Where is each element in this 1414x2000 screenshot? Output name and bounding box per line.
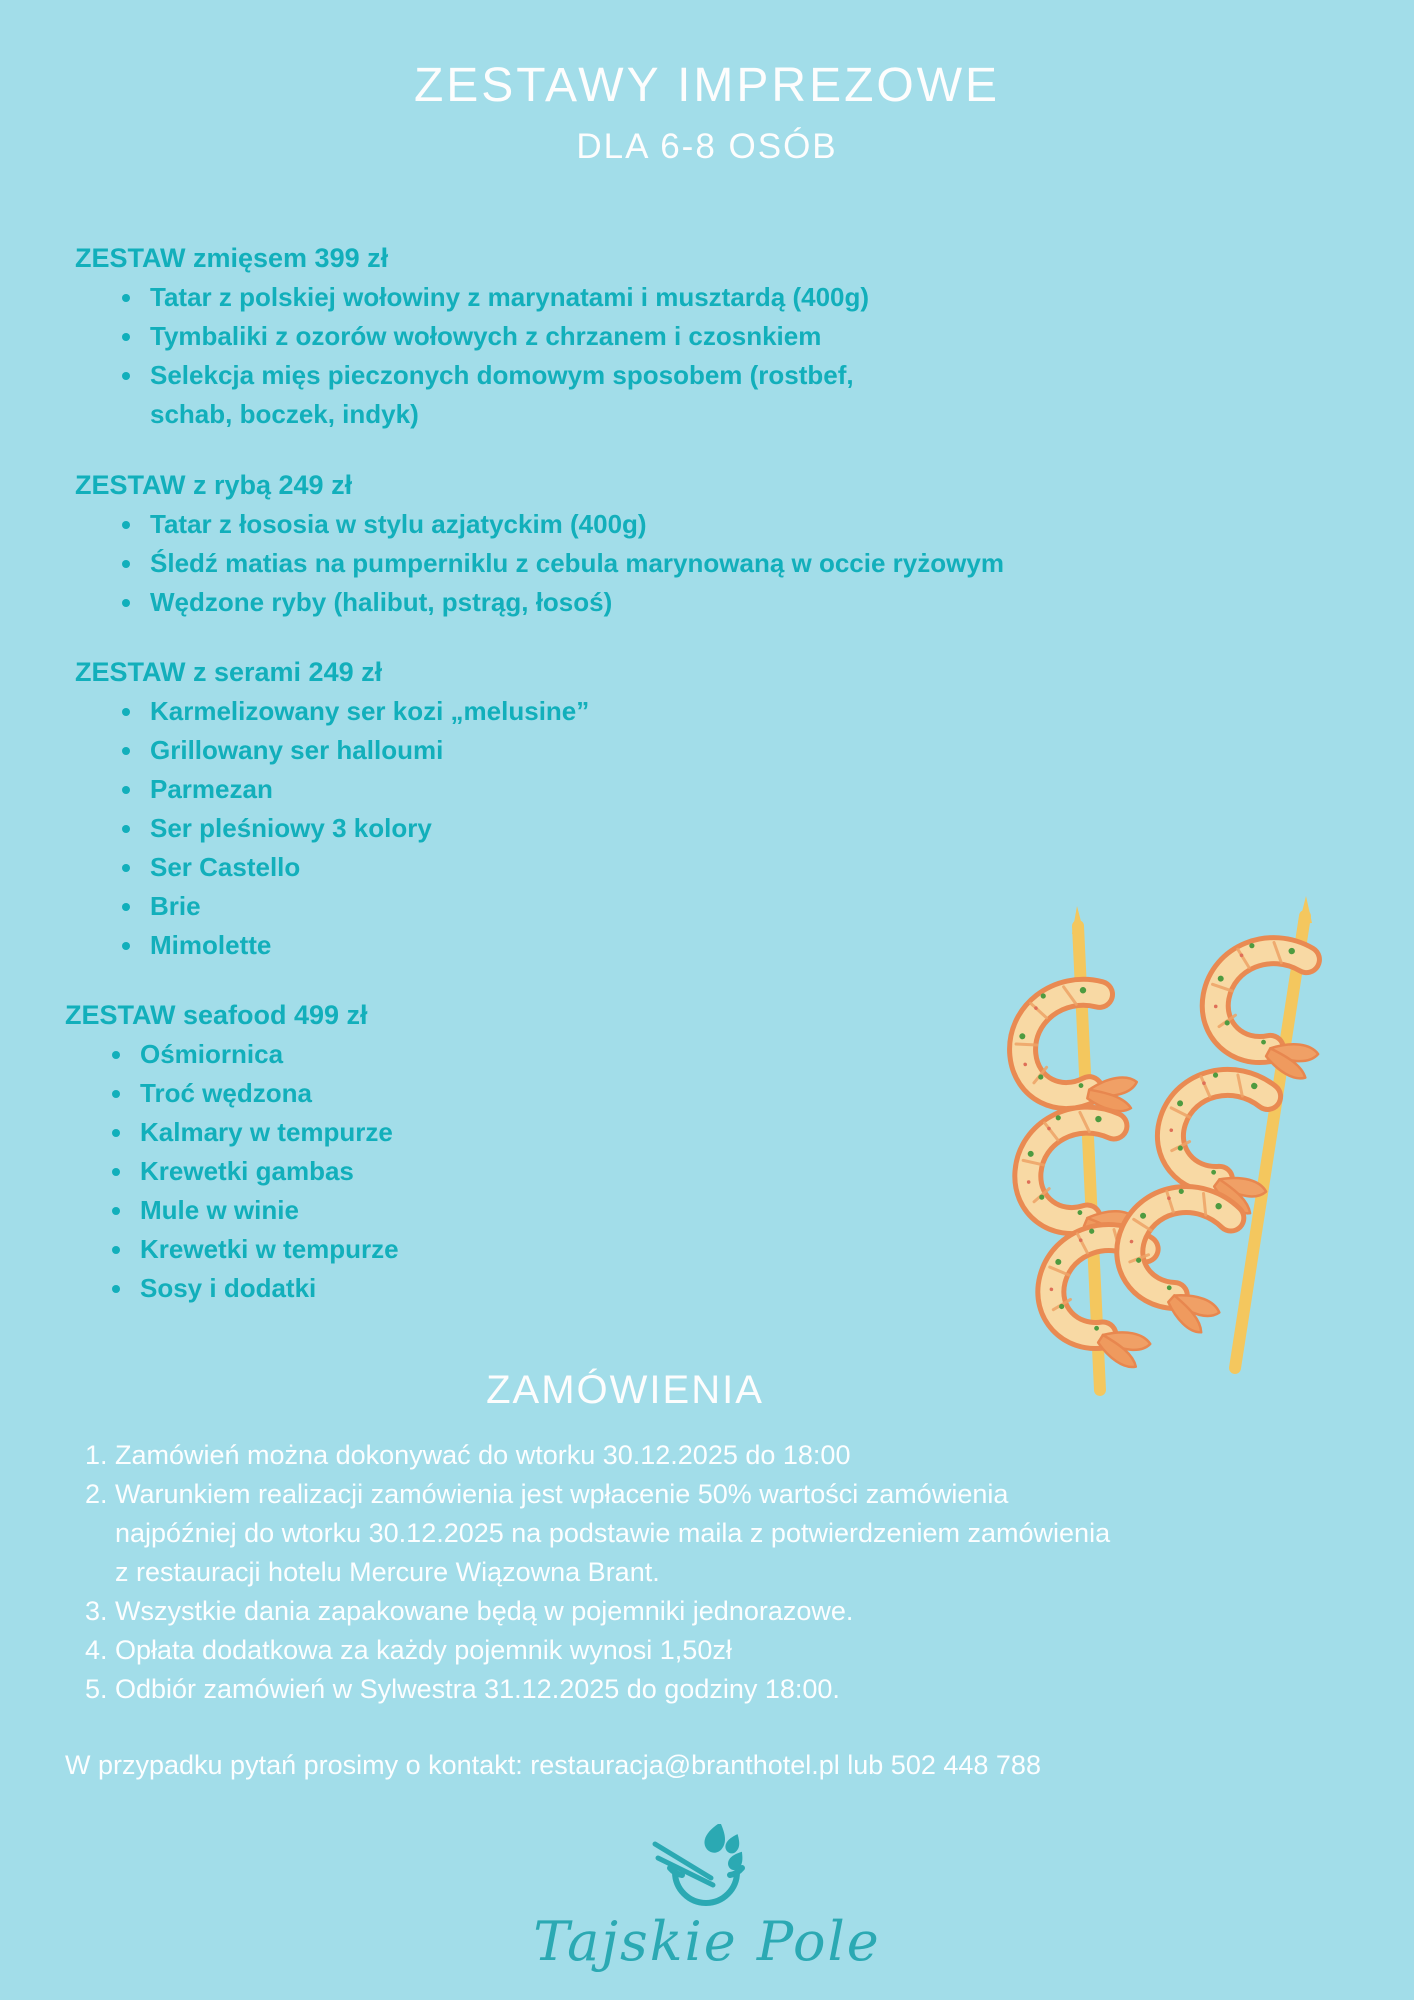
- order-rule: Zamówień można dokonywać do wtorku 30.12.2025 do 18:00: [115, 1440, 851, 1470]
- list-item: Krewetki gambas: [65, 1152, 965, 1191]
- restaurant-logo: [0, 1824, 1414, 1973]
- menu-item-list: [75, 278, 975, 434]
- page-title: ZESTAWY IMPREZOWE: [413, 59, 1001, 112]
- menu-item-list: [75, 692, 975, 965]
- list-item: Krewetki w tempurze: [65, 1230, 965, 1269]
- list-item: Karmelizowany ser kozi „melusine”: [75, 692, 975, 731]
- list-item: Tymbaliki z ozorów wołowych z chrzanem i czosnkiem: [75, 317, 975, 356]
- list-item: Ser Castello: [75, 848, 975, 887]
- shrimp-skewers-illustration: [988, 878, 1408, 1438]
- section-heading: ZESTAW seafood 499 zł: [65, 1000, 368, 1030]
- list-item: Grillowany ser halloumi: [75, 731, 975, 770]
- contact-line: W przypadku pytań prosimy o kontakt: restauracja@branthotel.pl lub 502 448 788: [65, 1750, 1041, 1780]
- list-item: Wędzone ryby (halibut, pstrąg, łosoś): [75, 583, 975, 622]
- order-rule: Odbiór zamówień w Sylwestra 31.12.2025 do godziny 18:00.: [115, 1674, 840, 1704]
- section-seafood-set: [65, 996, 965, 1308]
- list-item: Tatar z polskiej wołowiny z marynatami i musztardą (400g): [75, 278, 975, 317]
- list-item: Troć wędzona: [65, 1074, 965, 1113]
- section-heading: ZESTAW zmięsem 399 zł: [75, 243, 389, 273]
- list-item: Kalmary w tempurze: [65, 1113, 965, 1152]
- list-item: Brie: [75, 887, 975, 926]
- order-rule: Wszystkie dania zapakowane będą w pojemniki jednorazowe.: [115, 1596, 854, 1626]
- list-item: Parmezan: [75, 770, 975, 809]
- list-item: Śledź matias na pumperniklu z cebula marynowaną w occie ryżowym: [75, 544, 975, 583]
- page-subtitle: DLA 6-8 OSÓB: [576, 127, 838, 166]
- orders-heading: ZAMÓWIENIA: [486, 1368, 764, 1412]
- bowl-chopsticks-icon: [647, 1824, 767, 1916]
- list-item: Mimolette: [75, 926, 975, 965]
- section-meat-set: [75, 239, 975, 434]
- list-item: Selekcja mięs pieczonych domowym sposobem (rostbef, schab, boczek, indyk): [75, 356, 895, 434]
- section-fish-set: [75, 466, 1004, 622]
- order-rule: Warunkiem realizacji zamówienia jest wpłacenie 50% wartości zamówienia najpóźniej do wtorku 30.12.2025 na podstawie maila z potwierdzeniem zamówienia z restauracji hotelu Mercure Wiązowna Brant.: [115, 1479, 1111, 1587]
- menu-item-list: [65, 1035, 965, 1308]
- list-item: Mule w winie: [65, 1191, 965, 1230]
- shrimp-skewers-icon: [988, 878, 1408, 1438]
- list-item: Sosy i dodatki: [65, 1269, 965, 1308]
- list-item: Tatar z łososia w stylu azjatyckim (400g): [75, 505, 975, 544]
- menu-item-list: [75, 505, 1004, 622]
- logo-wordmark: Tajskie Pole: [533, 1910, 881, 1973]
- list-item: Ośmiornica: [65, 1035, 965, 1074]
- section-heading: ZESTAW z rybą 249 zł: [75, 470, 353, 500]
- header: [0, 0, 1414, 167]
- orders-list: [85, 1436, 1125, 1709]
- section-heading: ZESTAW z serami 249 zł: [75, 657, 383, 687]
- list-item: Ser pleśniowy 3 kolory: [75, 809, 975, 848]
- section-cheese-set: [75, 653, 975, 965]
- order-rule: Opłata dodatkowa za każdy pojemnik wynosi 1,50zł: [115, 1635, 732, 1665]
